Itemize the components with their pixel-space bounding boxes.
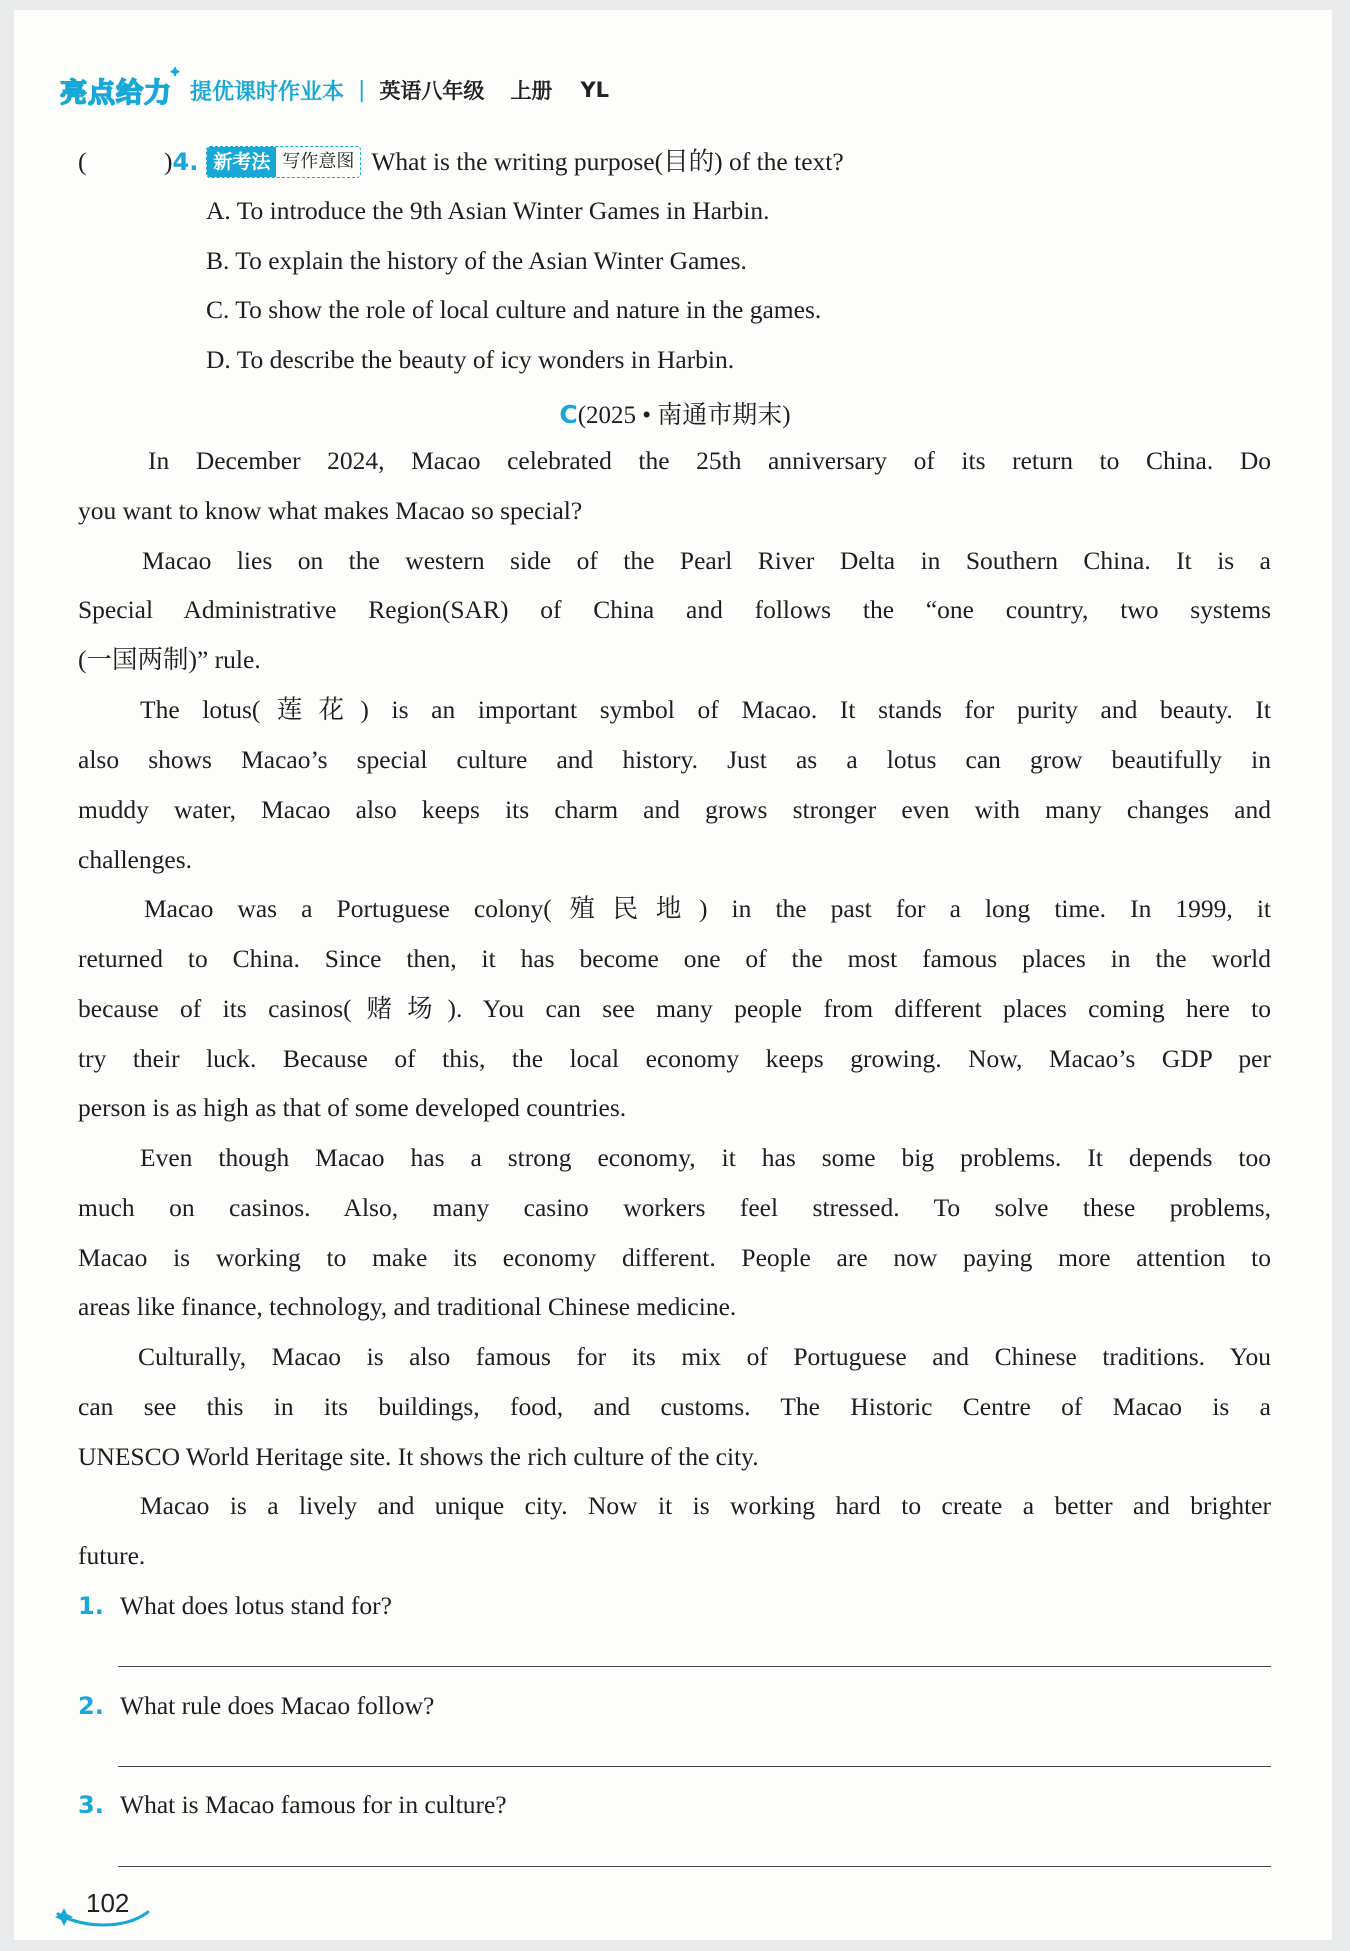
section-heading <box>0 395 1350 431</box>
passage-line: The lotus(莲花) is an important symbol of Macao. It stands for purity and beauty. It <box>140 695 1271 724</box>
passage-line: In December 2024, Macao celebrated the 25th anniversary of its return to China. Do <box>148 446 1271 475</box>
brand-logo: 亮点给力 ✦ <box>60 64 181 109</box>
question-text: What does lotus stand for? <box>120 1591 392 1620</box>
passage-line: also shows Macao’s special culture and history. Just as a lotus can grow beautifully in <box>78 745 1271 774</box>
section-source: (2025 • 南通市期末) <box>577 402 791 429</box>
short-question-2 <box>78 1691 434 1721</box>
answer-line-1[interactable] <box>118 1666 1271 1667</box>
passage-line: muddy water, Macao also keeps its charm and grows stronger even with many changes and <box>78 795 1271 824</box>
edition-label: YL <box>580 78 610 102</box>
passage-line: returned to China. Since then, it has become one of the most famous places in the world <box>78 944 1271 973</box>
answer-bracket[interactable]: ( <box>78 147 87 176</box>
page-header <box>60 64 610 112</box>
question-number: 3. <box>78 1791 104 1819</box>
passage-line: because of its casinos(赌场). You can see many people from different places coming here to <box>78 994 1271 1023</box>
passage-line: UNESCO World Heritage site. It shows the rich culture of the city. <box>78 1442 759 1471</box>
option-a: A. To introduce the 9th Asian Winter Games in Harbin. <box>206 196 770 225</box>
header-divider: | <box>358 77 366 103</box>
passage-line: person is as high as that of some developed countries. <box>78 1093 627 1122</box>
answer-line-2[interactable] <box>118 1766 1271 1767</box>
page-number-badge <box>54 1888 130 1919</box>
answer-bracket-close: ) <box>164 147 173 176</box>
passage-line: Macao is working to make its economy different. People are now paying more attention to <box>78 1243 1271 1272</box>
passage-line: can see this in its buildings, food, and customs. The Historic Centre of Macao is a <box>78 1392 1271 1421</box>
page-number: 102 <box>86 1888 130 1918</box>
series-title: 提优课时作业本 <box>190 79 345 105</box>
tag-writing-purpose: 写作意图 <box>282 151 355 172</box>
passage-line: Macao lies on the western side of the Pearl River Delta in Southern China. It is a <box>142 546 1271 575</box>
star-icon: ✦ <box>169 64 181 79</box>
passage-line: Special Administrative Region(SAR) of China and follows the “one country, two systems <box>78 595 1271 624</box>
passage-line: try their luck. Because of this, the local economy keeps growing. Now, Macao’s GDP per <box>78 1044 1271 1073</box>
answer-line-3[interactable] <box>118 1866 1271 1867</box>
subject-grade: 英语八年级 <box>379 79 485 103</box>
question-number: 2. <box>78 1692 104 1720</box>
passage-line: Macao is a lively and unique city. Now it is working hard to create a better and brighter <box>140 1491 1271 1520</box>
question-number: 1. <box>78 1592 104 1620</box>
volume-label: 上册 <box>510 79 553 103</box>
short-question-1 <box>78 1591 392 1621</box>
passage-line: Even though Macao has a strong economy, it has some big problems. It depends too <box>140 1143 1271 1172</box>
passage-line: you want to know what makes Macao so special? <box>78 496 583 525</box>
tag-new-method: 新考法 <box>207 147 276 177</box>
question-text: What is the writing purpose(目的) of the text? <box>371 147 844 176</box>
question-number: 4. <box>172 148 199 176</box>
passage-line: Culturally, Macao is also famous for its mix of Portuguese and Chinese traditions. You <box>138 1342 1271 1371</box>
short-question-3 <box>78 1790 507 1820</box>
passage-line: Macao was a Portuguese colony(殖民地) in the past for a long time. In 1999, it <box>144 894 1271 923</box>
question-text: What rule does Macao follow? <box>120 1691 435 1720</box>
question-tag <box>206 146 361 178</box>
question-text: What is Macao famous for in culture? <box>120 1790 507 1819</box>
passage-line: areas like finance, technology, and traditional Chinese medicine. <box>78 1292 737 1321</box>
passage-line: challenges. <box>78 845 192 874</box>
section-letter: C <box>559 400 578 429</box>
option-d: D. To describe the beauty of icy wonders in Harbin. <box>206 345 735 374</box>
passage-line: future. <box>78 1541 146 1570</box>
passage-line: much on casinos. Also, many casino workers feel stressed. To solve these problems, <box>78 1193 1271 1222</box>
option-b: B. To explain the history of the Asian Winter Games. <box>206 246 747 275</box>
option-c: C. To show the role of local culture and nature in the games. <box>206 295 822 324</box>
passage-line: (一国两制)” rule. <box>78 645 261 674</box>
question-4 <box>78 146 844 178</box>
